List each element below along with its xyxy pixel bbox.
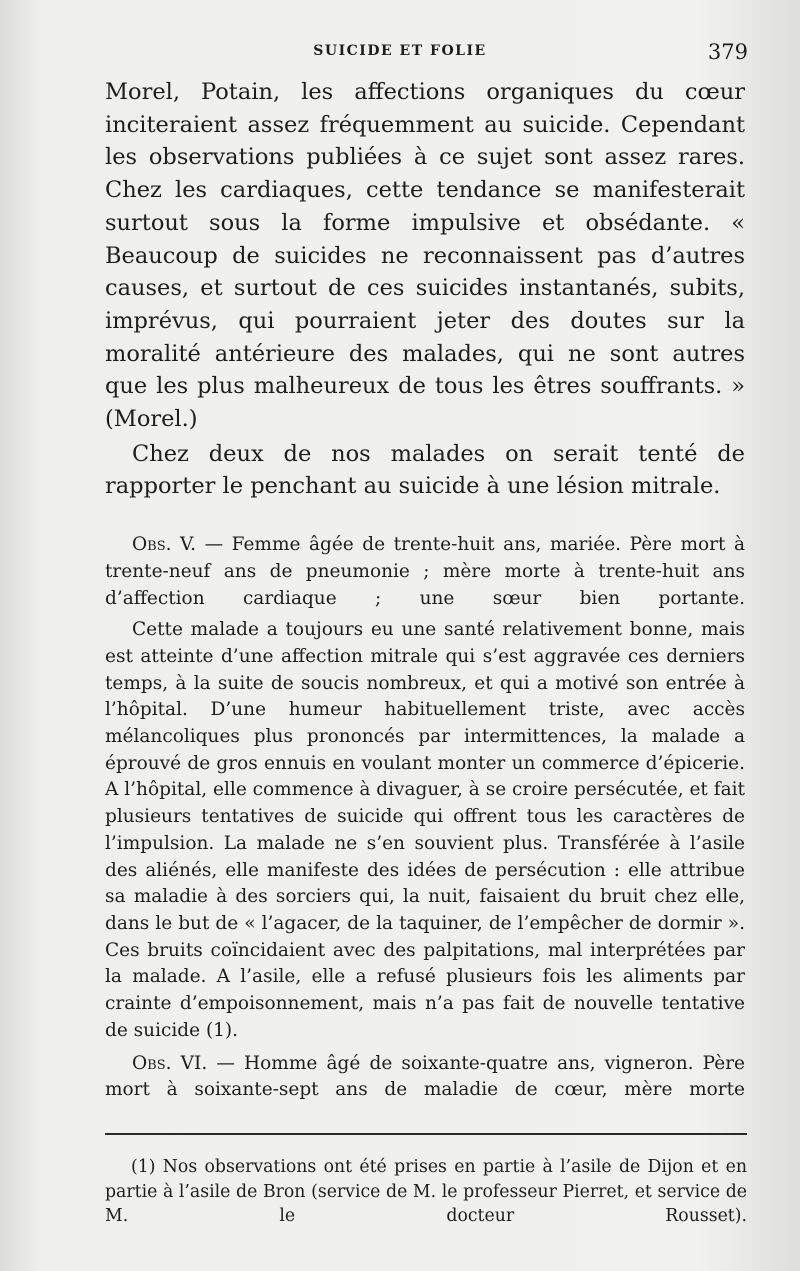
- paragraph-cardiac-suicide: Morel, Potain, les affections organiques du cœur inciteraient assez fréquemment au suicide. Cependant les observations publiées à ce sujet sont assez rares. Chez les cardiaques, cette tendance se manifesterait surtout sous la forme impulsive et obsédante. « Beaucoup de suicides ne reconnaissent pas d’autres causes, et surtout de ces suicides instantanés, subits, imprévus, qui pourraient jeter des doutes sur la moralité antérieure des malades, qui ne sont autres que les plus malheureux de tous les êtres souffrants. » (Morel.): [105, 79, 745, 433]
- observation-5-body: Cette malade a toujours eu une santé relativement bonne, mais est atteinte d’une affection mitrale qui s’est aggravée ces derniers temps, à la suite de soucis nombreux, et qui a motivé son entrée à l’hôpital. D’une humeur habituellement triste, avec accès mélancoliques plus prononcés par intermittences, la malade a éprouvé de gros ennuis en voulant monter un commerce d’épicerie. A l’hôpital, elle commence à divaguer, à se croire persécutée, et fait plusieurs tentatives de suicide qui offrent tous les caractères de l’impulsion. La malade ne s’en souvient plus. Transférée à l’asile des aliénés, elle manifeste des idées de persécution : elle attribue sa maladie à des sorciers qui, la nuit, faisaient du bruit chez elle, dans le but de « l’agacer, de la taquiner, de l’empêcher de dormir ». Ces bruits coïncidaient avec des palpitations, mal interprétées par la malade. A l’asile, elle a refusé plusieurs fois les aliments par crainte d’empoisonnement, mais n’a pas fait de nouvelle tentative de suicide (1).: [105, 619, 745, 1041]
- page-body: [105, 76, 745, 1104]
- observation-5-label: Obs. V.: [132, 534, 197, 556]
- page-header: [0, 40, 800, 64]
- observation-5-intro-text: — Femme âgée de trente-huit ans, mariée. Père mort à trente-neuf ans de pneumonie ; mère morte à trente-huit ans d’affection cardiaque ; une sœur bien portante.: [105, 534, 745, 609]
- paragraph-mitral-lesion: Chez deux de nos malades on serait tenté de rapporter le penchant au suicide à une lésion mitrale.: [105, 440, 745, 500]
- observation-6-label: Obs. VI.: [132, 1052, 208, 1074]
- running-title: SUICIDE ET FOLIE: [313, 43, 487, 59]
- footnote-divider: [105, 1133, 747, 1135]
- footnote: [105, 1155, 747, 1229]
- observation-5-intro: [105, 532, 745, 612]
- observation-6-intro-text: — Homme âgé de soixante-quatre ans, vigneron. Père mort à soixante-sept ans de maladie de cœur, mère morte: [105, 1052, 746, 1101]
- page-number: 379: [707, 40, 748, 64]
- footnote-text: (1) Nos observations ont été prises en partie à l’asile de Dijon et en partie à l’asile de Bron (service de M. le professeur Pierret, et service de M. le docteur Rousset).: [105, 1157, 747, 1226]
- observation-6-intro: [105, 1051, 745, 1104]
